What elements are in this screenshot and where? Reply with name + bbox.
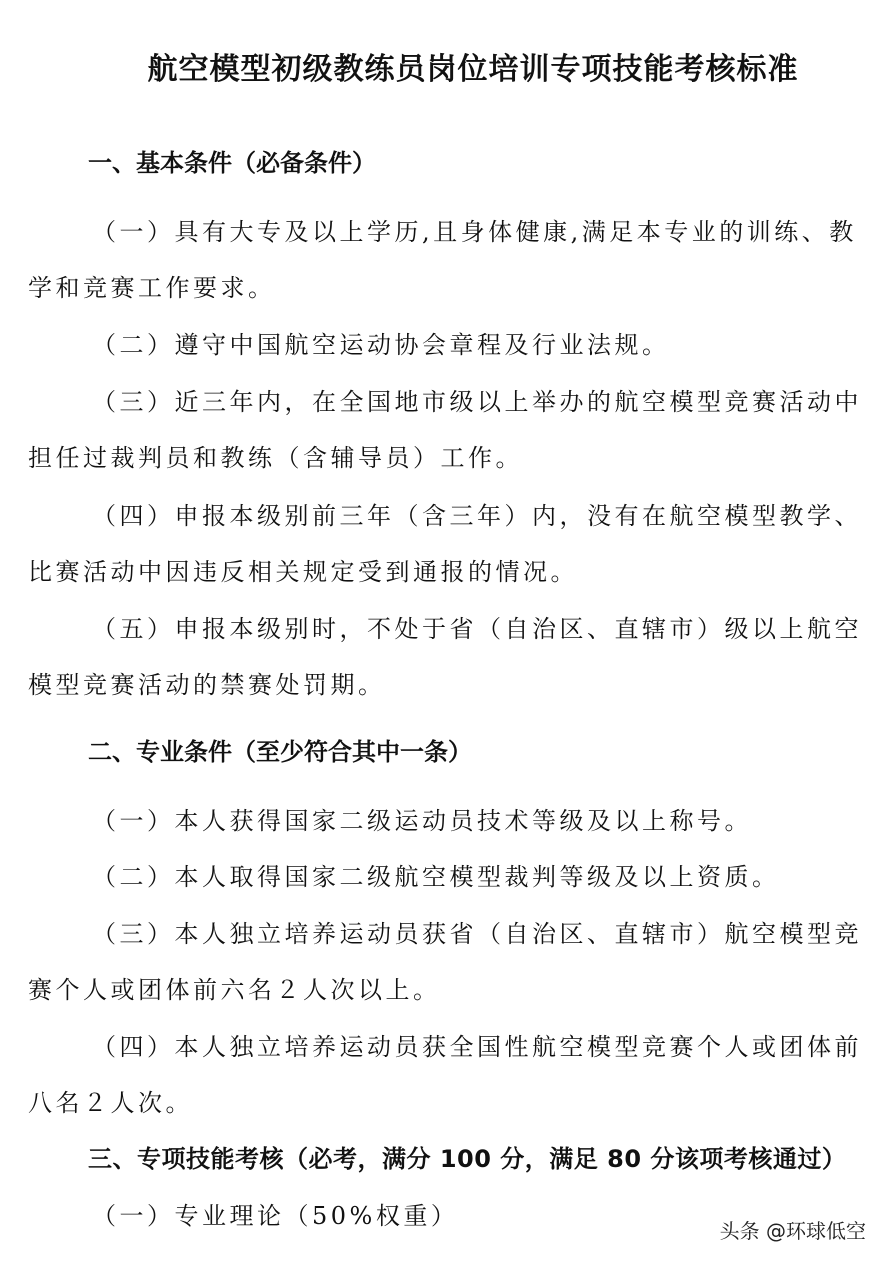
section-1-item-3-line-2: 担任过裁判员和教练（含辅导员）工作。 <box>28 444 523 472</box>
source-watermark: 头条 @环球低空 <box>719 1219 866 1243</box>
section-2-item-4-line-1: （四）本人独立培养运动员获全国性航空模型竞赛个人或团体前 <box>92 1033 862 1061</box>
section-2-item-3-line-2: 赛个人或团体前六名２人次以上。 <box>28 976 441 1004</box>
section-2-item-2-line-1: （二）本人取得国家二级航空模型裁判等级及以上资质。 <box>92 863 780 891</box>
section-1-heading: 一、基本条件（必备条件） <box>88 149 376 177</box>
section-1-item-1-line-2: 学和竞赛工作要求。 <box>28 274 276 302</box>
document-title: 航空模型初级教练员岗位培训专项技能考核标准 <box>147 52 799 87</box>
section-1-item-5-line-2: 模型竞赛活动的禁赛处罚期。 <box>28 671 386 699</box>
section-1-item-2-line-1: （二）遵守中国航空运动协会章程及行业法规。 <box>92 331 670 359</box>
section-2-item-3-line-1: （三）本人独立培养运动员获省（自治区、直辖市）航空模型竞 <box>92 920 862 948</box>
section-1-item-3-line-1: （三）近三年内，在全国地市级以上举办的航空模型竞赛活动中 <box>92 388 862 416</box>
section-1-item-4-line-1: （四）申报本级别前三年（含三年）内，没有在航空模型教学、 <box>92 502 862 530</box>
section-3-heading: 三、专项技能考核（必考，满分 100 分，满足 80 分该项考核通过） <box>88 1145 847 1173</box>
section-1-item-1-line-1: （一）具有大专及以上学历,且身体健康,满足本专业的训练、教 <box>92 218 857 246</box>
section-2-item-1-line-1: （一）本人获得国家二级运动员技术等级及以上称号。 <box>92 807 752 835</box>
section-1-item-4-line-2: 比赛活动中因违反相关规定受到通报的情况。 <box>28 558 578 586</box>
section-3-item-1-line-1: （一）专业理论（50%权重） <box>92 1202 459 1230</box>
section-1-item-5-line-1: （五）申报本级别时，不处于省（自治区、直辖市）级以上航空 <box>92 615 862 643</box>
section-2-heading: 二、专业条件（至少符合其中一条） <box>88 738 472 766</box>
section-2-item-4-line-2: 八名２人次。 <box>28 1089 193 1117</box>
